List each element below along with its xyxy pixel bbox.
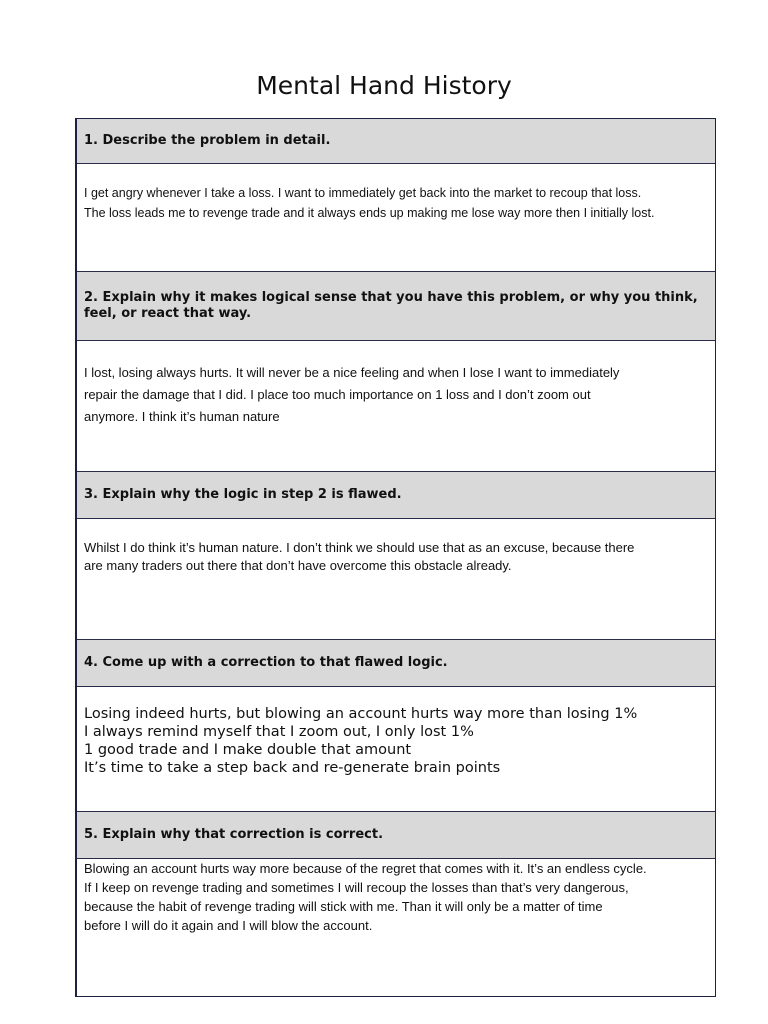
question-1 [77, 119, 715, 164]
answer-1: I get angry whenever I take a loss. I want to immediately get back into the market to recoup that loss. The loss leads me to revenge trade and it always ends up making me lose way more then I initially lost. [77, 164, 715, 272]
question-5 [77, 812, 715, 859]
answer-5: Blowing an account hurts way more because of the regret that comes with it. It’s an endless cycle. If I keep on revenge trading and sometimes I will recoup the losses than that’s very dangerous, because the habit of revenge trading will stick with me. Than it will only be a matter of time before I will do it again and I will blow the account. [84, 861, 647, 933]
question-3-text: 3. Explain why the logic in step 2 is flawed. [84, 487, 402, 502]
question-4 [77, 640, 715, 687]
question-2-text: 2. Explain why it makes logical sense that you have this problem, or why you think, feel, or react that way. [84, 290, 698, 321]
question-5-text: 5. Explain why that correction is correct. [84, 827, 384, 842]
answer-2: I lost, losing always hurts. It will never be a nice feeling and when I lose I want to immediately repair the damage that I did. I place too much importance on 1 loss and I don’t zoom out anymore. I think it’s human nature [77, 341, 715, 472]
question-4-text: 4. Come up with a correction to that flawed logic. [84, 655, 448, 670]
answer-4: Losing indeed hurts, but blowing an account hurts way more than losing 1% I always remind myself that I zoom out, I only lost 1% 1 good trade and I make double that amount It’s time to take a step back and re-generate brain points [77, 687, 715, 812]
hand-history-form [75, 118, 716, 997]
question-2 [77, 272, 715, 341]
page-title: Mental Hand History [256, 71, 512, 100]
question-3 [77, 472, 715, 519]
answer-3: Whilst I do think it’s human nature. I don’t think we should use that as an excuse, because there are many traders out there that don’t have overcome this obstacle already. [77, 519, 715, 640]
question-1-text: 1. Describe the problem in detail. [84, 133, 331, 148]
